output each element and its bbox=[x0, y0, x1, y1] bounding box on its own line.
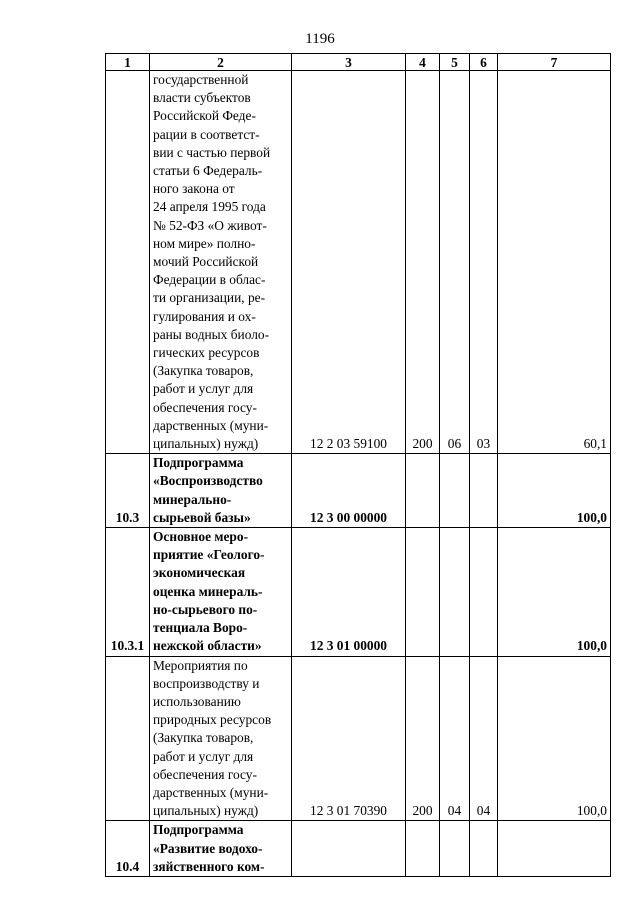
name-line: Основное меро- bbox=[153, 529, 249, 545]
row-number-cell: 10.3 bbox=[106, 454, 150, 528]
name-line: № 52-ФЗ «О живот- bbox=[153, 217, 267, 233]
name-line: власти субъектов bbox=[153, 90, 251, 106]
row-number-cell bbox=[106, 656, 150, 821]
name-line: сырьевой базы» bbox=[153, 509, 251, 525]
column-header: 7 bbox=[498, 54, 611, 71]
name-line: минерально- bbox=[153, 491, 232, 507]
col6-cell bbox=[470, 454, 498, 528]
col4-cell bbox=[406, 454, 440, 528]
name-line: вии с частью первой bbox=[153, 144, 271, 160]
row-name-cell bbox=[150, 528, 292, 656]
code-cell: 12 3 00 00000 bbox=[292, 454, 406, 528]
row-name-cell bbox=[150, 71, 292, 454]
name-line: но-сырьевого по- bbox=[153, 601, 258, 617]
name-line: оценка минераль- bbox=[153, 583, 263, 599]
name-line: гулирования и ох- bbox=[153, 308, 256, 324]
name-line: (Закупка товаров, bbox=[153, 730, 254, 746]
name-line: обеспечения госу- bbox=[153, 766, 257, 782]
row-number-cell: 10.3.1 bbox=[106, 528, 150, 656]
name-line: статьи 6 Федераль- bbox=[153, 163, 263, 179]
table-row bbox=[106, 821, 611, 877]
name-line: дарственных (муни- bbox=[153, 784, 269, 800]
col4-cell bbox=[406, 528, 440, 656]
column-header: 2 bbox=[150, 54, 292, 71]
name-line: «Воспроизводство bbox=[153, 473, 263, 489]
name-line: ти организации, ре- bbox=[153, 290, 266, 306]
column-header: 6 bbox=[470, 54, 498, 71]
name-line: экономическая bbox=[153, 565, 246, 581]
name-line: «Развитие водохо- bbox=[153, 840, 263, 856]
name-line: ном мире» полно- bbox=[153, 235, 256, 251]
name-line: Мероприятия по bbox=[153, 657, 248, 673]
name-line: 24 апреля 1995 года bbox=[153, 199, 266, 215]
row-name-cell bbox=[150, 454, 292, 528]
col4-cell bbox=[406, 821, 440, 877]
name-line: Российской Феде- bbox=[153, 108, 256, 124]
name-line: (Закупка товаров, bbox=[153, 363, 254, 379]
name-line: воспроизводству и bbox=[153, 675, 260, 691]
col5-cell: 06 bbox=[440, 71, 470, 454]
code-cell: 12 2 03 59100 bbox=[292, 71, 406, 454]
name-line: Подпрограмма bbox=[153, 455, 244, 471]
row-number-cell bbox=[106, 71, 150, 454]
col6-cell bbox=[470, 528, 498, 656]
name-line: обеспечения госу- bbox=[153, 399, 257, 415]
col5-cell bbox=[440, 821, 470, 877]
code-cell: 12 3 01 00000 bbox=[292, 528, 406, 656]
col6-cell bbox=[470, 821, 498, 877]
table-row bbox=[106, 656, 611, 821]
col6-cell: 03 bbox=[470, 71, 498, 454]
name-line: работ и услуг для bbox=[153, 748, 254, 764]
col5-cell bbox=[440, 454, 470, 528]
budget-table bbox=[105, 53, 611, 877]
name-line: работ и услуг для bbox=[153, 381, 254, 397]
column-header: 3 bbox=[292, 54, 406, 71]
name-line: тенциала Воро- bbox=[153, 620, 248, 636]
name-line: ципальных) нужд) bbox=[153, 803, 259, 819]
name-line: приятие «Геолого- bbox=[153, 547, 265, 563]
name-line: Подпрограмма bbox=[153, 822, 244, 838]
name-line: нежской области» bbox=[153, 638, 262, 654]
name-line: ципальных) нужд) bbox=[153, 436, 259, 452]
column-header: 4 bbox=[406, 54, 440, 71]
page-number: 1196 bbox=[305, 31, 335, 47]
table-row bbox=[106, 71, 611, 454]
code-cell: 12 3 01 70390 bbox=[292, 656, 406, 821]
row-number-cell: 10.4 bbox=[106, 821, 150, 877]
row-name-cell bbox=[150, 821, 292, 877]
row-name-cell bbox=[150, 656, 292, 821]
amount-cell: 100,0 bbox=[498, 528, 611, 656]
name-line: дарственных (муни- bbox=[153, 417, 269, 433]
col5-cell: 04 bbox=[440, 656, 470, 821]
col6-cell: 04 bbox=[470, 656, 498, 821]
name-line: природных ресурсов bbox=[153, 712, 272, 728]
amount-cell: 100,0 bbox=[498, 454, 611, 528]
column-header: 5 bbox=[440, 54, 470, 71]
column-header: 1 bbox=[106, 54, 150, 71]
name-line: зяйственного ком- bbox=[153, 858, 265, 874]
table-row bbox=[106, 454, 611, 528]
name-line: Федерации в облас- bbox=[153, 272, 266, 288]
code-cell bbox=[292, 821, 406, 877]
header-row bbox=[106, 54, 611, 71]
amount-cell: 100,0 bbox=[498, 656, 611, 821]
name-line: рации в соответст- bbox=[153, 126, 260, 142]
amount-cell bbox=[498, 821, 611, 877]
name-line: гических ресурсов bbox=[153, 345, 260, 361]
table-row bbox=[106, 528, 611, 656]
name-line: раны водных биоло- bbox=[153, 326, 270, 342]
col4-cell: 200 bbox=[406, 656, 440, 821]
name-line: мочий Российской bbox=[153, 254, 259, 270]
amount-cell: 60,1 bbox=[498, 71, 611, 454]
col4-cell: 200 bbox=[406, 71, 440, 454]
name-line: ного закона от bbox=[153, 181, 235, 197]
name-line: использованию bbox=[153, 693, 241, 709]
name-line: государственной bbox=[153, 72, 249, 87]
col5-cell bbox=[440, 528, 470, 656]
